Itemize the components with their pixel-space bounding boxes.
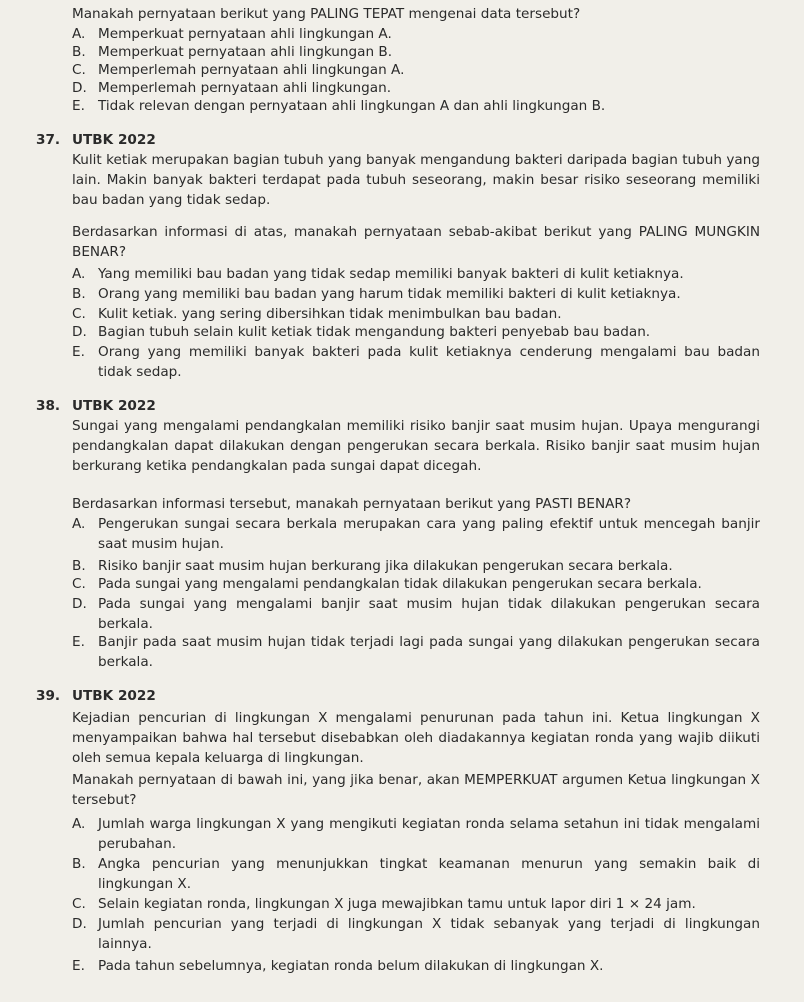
option-item: B. Risiko banjir saat musim hujan berkurang jika dilakukan pengerukan secara berkala. [72, 558, 673, 574]
option-item: D. Jumlah pencurian yang terjadi di lingkungan X tidak sebanyak yang terjadi di lingkungan lainnya. [72, 916, 760, 952]
option-item: A. Memperkuat pernyataan ahli lingkungan A. [72, 26, 392, 42]
option-item: C. Memperlemah pernyataan ahli lingkungan A. [72, 62, 405, 78]
option-item: D. Bagian tubuh selain kulit ketiak tidak mengandung bakteri penyebab bau badan. [72, 324, 651, 340]
question-number: 38. [36, 398, 61, 414]
option-item: A. Pengerukan sungai secara berkala merupakan cara yang paling efektif untuk mencegah banjir saat musim hujan. [72, 516, 760, 552]
option-item: E. Banjir pada saat musim hujan tidak terjadi lagi pada sungai yang dilakukan pengerukan secara berkala. [72, 634, 760, 670]
option-item: C. Selain kegiatan ronda, lingkungan X juga mewajibkan tamu untuk lapor diri 1 × 24 jam. [72, 896, 696, 912]
option-item: C. Kulit ketiak. yang sering dibersihkan tidak menimbulkan bau badan. [72, 306, 562, 322]
option-item: B. Angka pencurian yang menunjukkan tingkat keamanan menurun yang semakin baik di lingkungan X. [72, 856, 760, 892]
question-stem: Berdasarkan informasi di atas, manakah pernyataan sebab-akibat berikut yang PALING MUNGKIN BENAR? [72, 224, 760, 260]
question-number: 37. [36, 132, 61, 148]
question-number: 39. [36, 688, 61, 704]
option-item: D. Pada sungai yang mengalami banjir saat musim hujan tidak dilakukan pengerukan secara berkala. [72, 596, 760, 632]
prev-question-stem: Manakah pernyataan berikut yang PALING TEPAT mengenai data tersebut? [72, 6, 581, 22]
option-item: E. Tidak relevan dengan pernyataan ahli lingkungan A dan ahli lingkungan B. [72, 98, 606, 114]
option-item: B. Orang yang memiliki bau badan yang harum tidak memiliki bakteri di kulit ketiaknya. [72, 286, 681, 302]
option-item: A. Yang memiliki bau badan yang tidak sedap memiliki banyak bakteri di kulit ketiaknya. [72, 266, 684, 282]
option-item: D. Memperlemah pernyataan ahli lingkungan. [72, 80, 392, 96]
question-passage: Sungai yang mengalami pendangkalan memiliki risiko banjir saat musim hujan. Upaya mengurangi pendangkalan dapat dilakukan dengan pengerukan secara berkala. Risiko banjir saat musim hujan berkurang ketika pendangkalan pada sungai dapat dicegah. [72, 418, 760, 474]
option-item: E. Pada tahun sebelumnya, kegiatan ronda belum dilakukan di lingkungan X. [72, 958, 604, 974]
option-item: B. Memperkuat pernyataan ahli lingkungan B. [72, 44, 393, 60]
option-item: A. Jumlah warga lingkungan X yang mengikuti kegiatan ronda selama setahun ini tidak mengalami perubahan. [72, 816, 760, 852]
question-passage: Kejadian pencurian di lingkungan X mengalami penurunan pada tahun ini. Ketua lingkungan X menyampaikan bahwa hal tersebut disebabkan oleh diadakannya kegiatan ronda yang wajib diikuti oleh semua kepala keluarga di lingkungan. [72, 710, 760, 766]
question-stem: Berdasarkan informasi tersebut, manakah pernyataan berikut yang PASTI BENAR? [72, 496, 632, 512]
question-source: UTBK 2022 [72, 398, 156, 414]
question-source: UTBK 2022 [72, 132, 156, 148]
option-item: E. Orang yang memiliki banyak bakteri pada kulit ketiaknya cenderung mengalami bau badan tidak sedap. [72, 344, 760, 380]
question-stem: Manakah pernyataan di bawah ini, yang jika benar, akan MEMPERKUAT argumen Ketua lingkungan X tersebut? [72, 772, 760, 808]
question-passage: Kulit ketiak merupakan bagian tubuh yang banyak mengandung bakteri daripada bagian tubuh yang lain. Makin banyak bakteri terdapat pada tubuh seseorang, makin besar risiko seseorang memiliki bau badan yang tidak sedap. [72, 152, 760, 208]
option-item: C. Pada sungai yang mengalami pendangkalan tidak dilakukan pengerukan secara berkala. [72, 576, 702, 592]
question-source: UTBK 2022 [72, 688, 156, 704]
